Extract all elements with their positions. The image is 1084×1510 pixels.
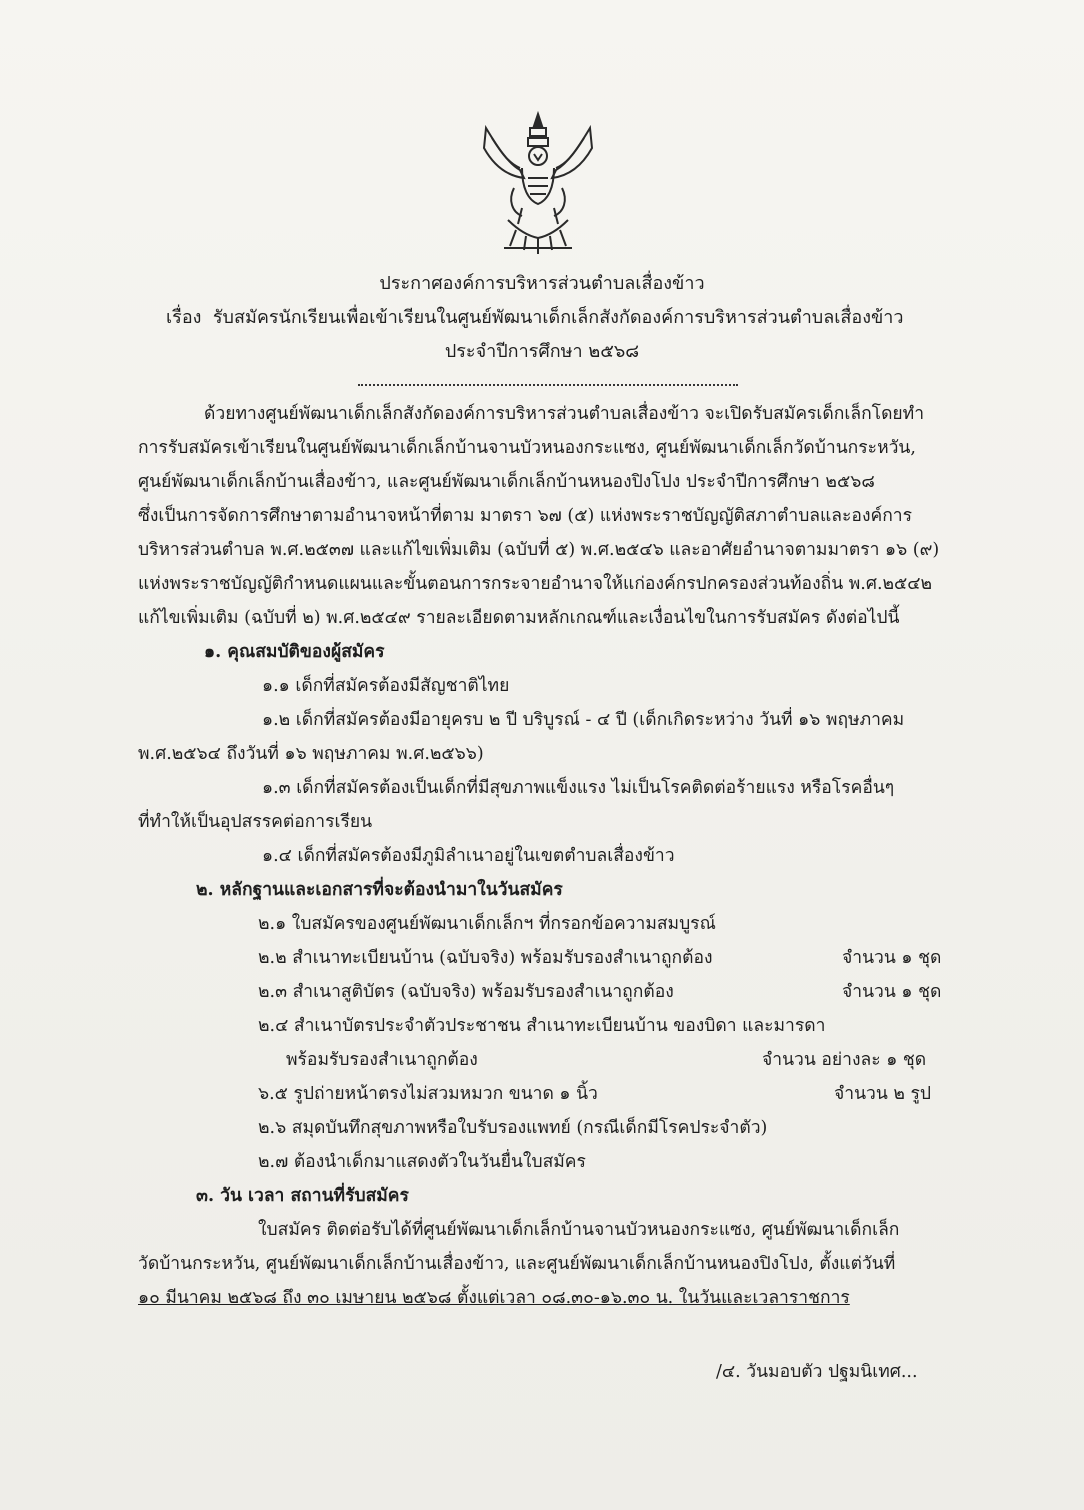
section-1-item: ๑.๒ เด็กที่สมัครต้องมีอายุครบ ๒ ปี บริบูรณ์ - ๔ ปี (เด็กเกิดระหว่าง วันที่ ๑๖ พฤษภาคม <box>262 710 905 730</box>
section-1-item: ๑.๓ เด็กที่สมัครต้องเป็นเด็กที่มีสุขภาพแข็งแรง ไม่เป็นโรคติดต่อร้ายแรง หรือโรคอื่นๆ <box>262 778 895 798</box>
section-2-quantity: จำนวน ๑ ชุด <box>842 982 942 1002</box>
subject-label: เรื่อง <box>166 307 202 328</box>
intro-line: ซึ่งเป็นการจัดการศึกษาตามอำนาจหน้าที่ตาม มาตรา ๖๗ (๕) แห่งพระราชบัญญัติสภาตำบลและองค์การ <box>138 506 913 526</box>
intro-line: ด้วยทางศูนย์พัฒนาเด็กเล็กสังกัดองค์การบริหารส่วนตำบลเสื่องข้าว จะเปิดรับสมัครเด็กเล็กโดยทำ <box>204 404 925 424</box>
section-1-title: ๑. คุณสมบัติของผู้สมัคร <box>204 642 385 662</box>
announcement-org: ประกาศองค์การบริหารส่วนตำบลเสื่องข้าว <box>379 273 705 294</box>
section-1-item-cont: พ.ศ.๒๕๖๔ ถึงวันที่ ๑๖ พฤษภาคม พ.ศ.๒๕๖๖) <box>138 744 484 764</box>
section-2-item: ๒.๑ ใบสมัครของศูนย์พัฒนาเด็กเล็กฯ ที่กรอกข้อความสมบูรณ์ <box>258 914 716 934</box>
intro-line: บริหารส่วนตำบล พ.ศ.๒๕๓๗ และแก้ไขเพิ่มเติม (ฉบับที่ ๕) พ.ศ.๒๕๔๖ และอาศัยอำนาจตามมาตรา ๑๖ (๙) <box>138 540 940 560</box>
section-2-quantity: จำนวน อย่างละ ๑ ชุด <box>762 1050 927 1070</box>
section-2-quantity: จำนวน ๒ รูป <box>834 1084 932 1104</box>
section-1-item: ๑.๑ เด็กที่สมัครต้องมีสัญชาติไทย <box>262 676 510 696</box>
section-2-item: ๒.๒ สำเนาทะเบียนบ้าน (ฉบับจริง) พร้อมรับรองสำเนาถูกต้อง <box>258 948 713 968</box>
section-2-quantity: จำนวน ๑ ชุด <box>842 948 942 968</box>
next-page-note: /๔. วันมอบตัว ปฐมนิเทศ... <box>716 1362 918 1382</box>
section-1-item-cont: ที่ทำให้เป็นอุปสรรคต่อการเรียน <box>138 812 373 832</box>
section-2-item: ๒.๗ ต้องนำเด็กมาแสดงตัวในวันยื่นใบสมัคร <box>258 1152 586 1172</box>
announcement-subject <box>166 306 904 330</box>
section-3-text: วัดบ้านกระหวัน, ศูนย์พัฒนาเด็กเล็กบ้านเสื่องข้าว, และศูนย์พัฒนาเด็กเล็กบ้านหนองปิงโปง, ตั้งแต่วันที่ <box>138 1254 896 1274</box>
section-2-item-cont: พร้อมรับรองสำเนาถูกต้อง <box>286 1050 478 1070</box>
section-3-title: ๓. วัน เวลา สถานที่รับสมัคร <box>196 1186 409 1206</box>
dotted-divider <box>358 384 738 386</box>
intro-line: แก้ไขเพิ่มเติม (ฉบับที่ ๒) พ.ศ.๒๕๔๙ รายละเอียดตามหลักเกณฑ์และเงื่อนไขในการรับสมัคร ดังต่อไปนี้ <box>138 608 900 628</box>
section-1-item: ๑.๔ เด็กที่สมัครต้องมีภูมิลำเนาอยู่ในเขตตำบลเสื่องข้าว <box>262 846 675 866</box>
section-3-text: ใบสมัคร ติดต่อรับได้ที่ศูนย์พัฒนาเด็กเล็กบ้านจานบัวหนองกระแซง, ศูนย์พัฒนาเด็กเล็ก <box>258 1220 900 1240</box>
section-3-dates: ๑๐ มีนาคม ๒๕๖๘ ถึง ๓๐ เมษายน ๒๕๖๘ ตั้งแต่เวลา ๐๘.๓๐-๑๖.๓๐ น. ในวันและเวลาราชการ <box>138 1288 850 1308</box>
section-2-title: ๒. หลักฐานและเอกสารที่จะต้องนำมาในวันสมัคร <box>196 880 563 900</box>
section-2-item: ๒.๖ สมุดบันทึกสุขภาพหรือใบรับรองแพทย์ (กรณีเด็กมีโรคประจำตัว) <box>258 1118 768 1138</box>
announcement-year: ประจำปีการศึกษา ๒๕๖๘ <box>444 341 640 362</box>
section-2-item: ๒.๔ สำเนาบัตรประจำตัวประชาชน สำเนาทะเบียนบ้าน ของบิดา และมารดา <box>258 1016 826 1036</box>
intro-line: แห่งพระราชบัญญัติกำหนดแผนและขั้นตอนการกระจายอำนาจให้แก่องค์กรปกครองส่วนท้องถิ่น พ.ศ.๒๕๔๒ <box>138 574 933 594</box>
garuda-emblem-icon <box>478 108 598 258</box>
subject-text: รับสมัครนักเรียนเพื่อเข้าเรียนในศูนย์พัฒนาเด็กเล็กสังกัดองค์การบริหารส่วนตำบลเสื่องข้าว <box>212 307 904 328</box>
section-2-item: ๖.๕ รูปถ่ายหน้าตรงไม่สวมหมวก ขนาด ๑ นิ้ว <box>258 1084 598 1104</box>
section-2-item: ๒.๓ สำเนาสูติบัตร (ฉบับจริง) พร้อมรับรองสำเนาถูกต้อง <box>258 982 674 1002</box>
intro-line: ศูนย์พัฒนาเด็กเล็กบ้านเสื่องข้าว, และศูนย์พัฒนาเด็กเล็กบ้านหนองปิงโปง ประจำปีการศึกษา ๒๕๖๘ <box>138 472 875 492</box>
intro-line: การรับสมัครเข้าเรียนในศูนย์พัฒนาเด็กเล็กบ้านจานบัวหนองกระแซง, ศูนย์พัฒนาเด็กเล็กวัดบ้านกระหวัน, <box>138 438 916 458</box>
